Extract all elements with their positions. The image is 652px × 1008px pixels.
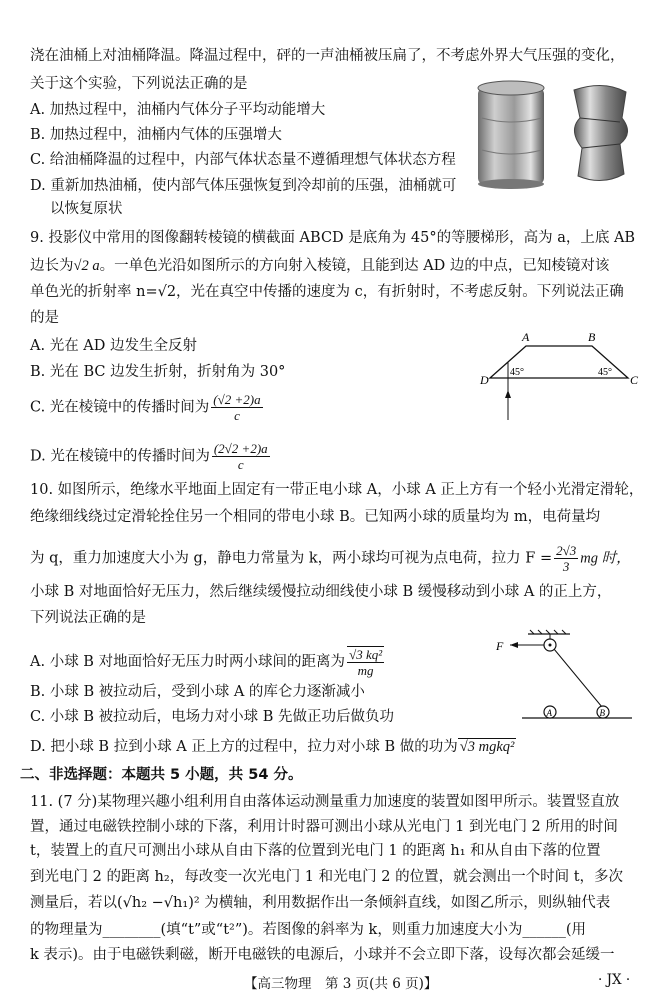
q10-option-c: C. 小球 B 被拉动后，电场力对小球 B 先做正功后做负功 xyxy=(30,709,395,725)
q10-option-d-value: √3 mgkq² xyxy=(459,739,515,755)
prism-figure xyxy=(476,330,642,430)
q10-line-3-end: mg 时， xyxy=(580,550,631,567)
q10-a-numerator: √3 kq² xyxy=(349,647,383,662)
q8-option-b: B. 加热过程中，油桶内气体的压强增大 xyxy=(30,127,282,143)
q8-option-d: D. 重新加热油桶，使内部气体压强恢复到冷却前的压强，油桶就可 xyxy=(30,178,457,194)
q11-line-3: t，装置上的直尺可测出小球从自由下落的位置到光电门 1 的距离 h₁ 和从自由下落的位置 xyxy=(30,843,601,859)
q9-option-c-fraction xyxy=(211,392,262,423)
q9-c-denominator: c xyxy=(234,408,240,423)
q10-option-a-root xyxy=(347,646,384,678)
q10-option-d-text: D. 把小球 B 拉到小球 A 正上方的过程中，拉力对小球 B 做的功为 xyxy=(30,739,458,755)
q11-line-5: 测量后，若以(√h₂ −√h₁)² 为横轴，利用数据作出一条倾斜直线，如图乙所示，则纵轴代表 xyxy=(30,895,611,911)
angle-label-right: 45° xyxy=(598,367,612,378)
q9-line-2-end: 。一单色光沿如图所示的方向射入棱镜，且能到达 AD 边的中点，已知棱镜对该 xyxy=(99,258,610,274)
q9-option-a: A. 光在 AD 边发生全反射 xyxy=(30,338,198,354)
q10-line-4: 小球 B 对地面恰好无压力，然后继续缓慢拉动细线使小球 B 缓慢移动到小球 A 的正上方， xyxy=(30,584,612,600)
q9-option-c-text: C. 光在棱镜中的传播时间为 xyxy=(30,399,210,416)
q11-line-2: 置，通过电磁铁控制小球的下落，利用计时器可测出小球从光电门 1 到光电门 2 所用的时间 xyxy=(30,819,618,835)
q11-line-6: 的物理量为________(填“t”或“t²”)。若图像的斜率为 k，则重力加速度大小为______(用 xyxy=(30,922,586,938)
intact-drum xyxy=(478,81,544,189)
q10-option-d xyxy=(30,738,516,756)
q9-line-2-start: 边长为 xyxy=(30,258,74,274)
q10-option-b: B. 小球 B 被拉动后，受到小球 A 的库仑力逐渐减小 xyxy=(30,684,365,700)
pulley-figure xyxy=(490,626,640,726)
ball-a-label: A xyxy=(546,708,552,718)
rope-to-b xyxy=(554,649,602,707)
label-f: F xyxy=(496,639,504,653)
footer-code: · JX · xyxy=(598,972,631,988)
q8-option-d-cont: 以恢复原状 xyxy=(50,201,123,217)
label-c: C xyxy=(630,373,639,387)
q9-d-numerator: (2√2 +2)a xyxy=(213,441,268,456)
q10-force-numerator: 2√3 xyxy=(556,543,577,558)
footer-page-info: 【高三物理 第 3 页(共 6 页)】 xyxy=(244,976,438,992)
crushed-drum xyxy=(574,85,628,180)
q10-line-1: 10. 如图所示，绝缘水平地面上固定有一带正电小球 A，小球 A 正上方有一个轻小光滑定滑轮， xyxy=(30,482,644,498)
q9-option-d-text: D. 光在棱镜中的传播时间为 xyxy=(30,448,210,465)
q8-option-a: A. 加热过程中，油桶内气体分子平均动能增大 xyxy=(30,102,326,118)
label-a: A xyxy=(522,330,530,344)
angle-label-left: 45° xyxy=(510,367,524,378)
ball-b-label: B xyxy=(599,708,605,718)
q10-force-fraction xyxy=(554,543,578,574)
q10-line-3 xyxy=(30,543,631,574)
ray-arrow xyxy=(505,390,511,398)
q10-line-2: 绝缘细线绕过定滑轮拴住另一个相同的带电小球 B。已知两小球的质量均为 m，电荷量均 xyxy=(30,509,601,525)
q10-line-3-start: 为 q，重力加速度大小为 g，静电力常量为 k，两小球均可视为点电荷，拉力 F = xyxy=(30,550,553,567)
q9-option-d xyxy=(30,441,272,472)
q11-line-4: 到光电门 2 的距离 h₂，每改变一次光电门 1 和光电门 2 的位置，就会测出一个时间 t，多次 xyxy=(30,869,624,885)
q9-option-b: B. 光在 BC 边发生折射，折射角为 30° xyxy=(30,364,286,380)
q9-line-4: 的是 xyxy=(30,310,59,326)
q8-option-c: C. 给油桶降温的过程中，内部气体状态量不遵循理想气体状态方程 xyxy=(30,152,456,168)
label-b: B xyxy=(588,330,596,344)
q8-line-1: 浇在油桶上对油桶降温。降温过程中，砰的一声油桶被压扁了，不考虑外界大气压强的变化， xyxy=(30,48,625,64)
q10-line-5: 下列说法正确的是 xyxy=(30,610,146,626)
label-d: D xyxy=(480,373,489,387)
q10-force-denominator: 3 xyxy=(562,559,570,574)
q9-d-denominator: c xyxy=(237,457,244,472)
q9-c-numerator: (√2 +2)a xyxy=(213,392,261,407)
q9-line-1: 9. 投影仪中常用的图像翻转棱镜的横截面 ABCD 是底角为 45°的等腰梯形，高为 a，上底 AB xyxy=(30,230,636,246)
q11-line-1: 11. (7 分)某物理兴趣小组利用自由落体运动测量重力加速度的装置如图甲所示。装置竖直放 xyxy=(30,794,620,810)
q11-line-7: k 表示)。由于电磁铁剩磁，断开电磁铁的电源后，小球并不会立即下落，设每次都会延缓一 xyxy=(30,947,615,963)
q9-line-2 xyxy=(30,257,609,275)
q9-option-c xyxy=(30,392,265,423)
section-2-heading: 二、非选择题：本题共 5 小题，共 54 分。 xyxy=(20,767,303,783)
q8-line-2: 关于这个实验，下列说法正确的是 xyxy=(30,76,248,92)
force-arrow xyxy=(510,642,518,648)
q9-option-d-fraction xyxy=(212,441,270,472)
q10-option-a xyxy=(30,646,386,678)
q10-option-a-text: A. 小球 B 对地面恰好无压力时两小球间的距离为 xyxy=(30,654,346,670)
q9-line-3: 单色光的折射率 n=√2，光在真空中传播的速度为 c，有折射时，不考虑反射。下列说法正确 xyxy=(30,284,624,300)
q10-a-denominator: mg xyxy=(357,663,374,678)
oil-drum-photos xyxy=(474,78,636,190)
q9-sqrt2a: √2 a xyxy=(73,258,100,274)
